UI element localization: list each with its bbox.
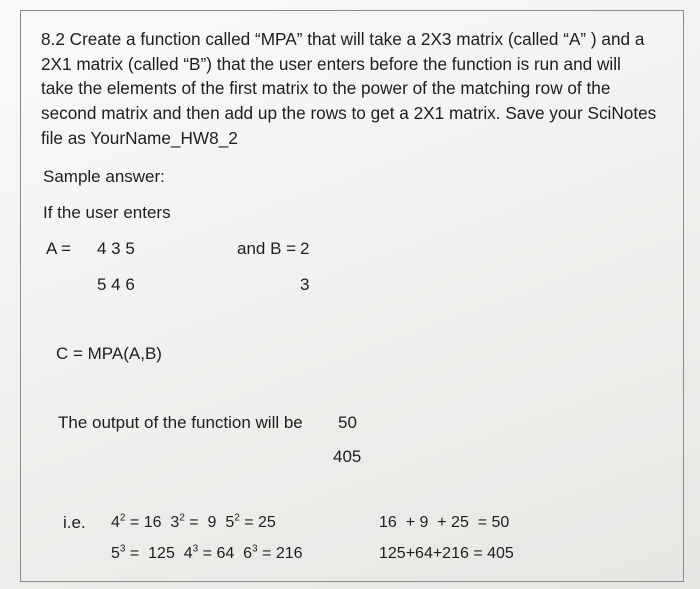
calc-row-1-exp-1: 2 xyxy=(119,512,126,524)
calc-row-2-part-2: = 125 4 xyxy=(125,545,193,562)
calc-row-2-exp-3: 3 xyxy=(252,543,258,555)
calc-row-1-part-3: = 9 5 xyxy=(184,514,235,531)
problem-line-3: take the elements of the first matrix to the power of the matching row of the xyxy=(41,78,611,98)
sum-row-2: 125+64+216 = 405 xyxy=(379,545,514,562)
calc-row-2-exp-1: 3 xyxy=(119,543,126,555)
output-row-1: 50 xyxy=(338,413,357,432)
matrix-b-label: and B = xyxy=(237,239,297,258)
problem-line-5: file as YourName_HW8_2 xyxy=(41,128,238,148)
calc-row-1-part-4: = 25 xyxy=(239,514,276,531)
matrix-a-row-2: 5 4 6 xyxy=(97,275,135,294)
sample-heading: Sample answer: xyxy=(43,167,165,186)
matrix-a-row-1: 4 3 5 xyxy=(97,239,135,258)
problem-line-1: 8.2 Create a function called “MPA” that will take a 2X3 matrix (called “A” ) and a xyxy=(41,29,645,49)
matrix-b-row-2: 3 xyxy=(300,275,310,294)
function-call: C = MPA(A,B) xyxy=(56,344,162,363)
calc-row-1-part-2: = 16 3 xyxy=(125,514,180,531)
matrix-b-row-1: 2 xyxy=(300,239,310,258)
output-label: The output of the function will be xyxy=(58,413,303,432)
calc-row-1-exp-3: 2 xyxy=(234,512,240,524)
calc-row-1 xyxy=(111,513,276,533)
problem-line-4: second matrix and then add up the rows to get a 2X1 matrix. Save your SciNotes xyxy=(41,103,657,123)
calc-row-2-base-1: 5 xyxy=(111,545,120,562)
matrix-a-label: A = xyxy=(46,239,72,258)
output-row-2: 405 xyxy=(333,447,362,466)
calc-row-1-exp-2: 2 xyxy=(179,512,185,524)
problem-box xyxy=(20,10,684,582)
sample-intro: If the user enters xyxy=(43,203,171,222)
calc-row-2 xyxy=(111,544,303,564)
problem-line-2: 2X1 matrix (called “B”) that the user enters before the function is run and will xyxy=(41,54,621,74)
calc-row-1-base-1: 4 xyxy=(111,514,120,531)
sum-row-1: 16 + 9 + 25 = 50 xyxy=(379,514,510,531)
calc-row-2-part-4: = 216 xyxy=(257,545,303,562)
ie-label: i.e. xyxy=(63,513,86,532)
calc-row-2-exp-2: 3 xyxy=(192,543,199,555)
calc-row-2-part-3: = 64 6 xyxy=(198,545,253,562)
